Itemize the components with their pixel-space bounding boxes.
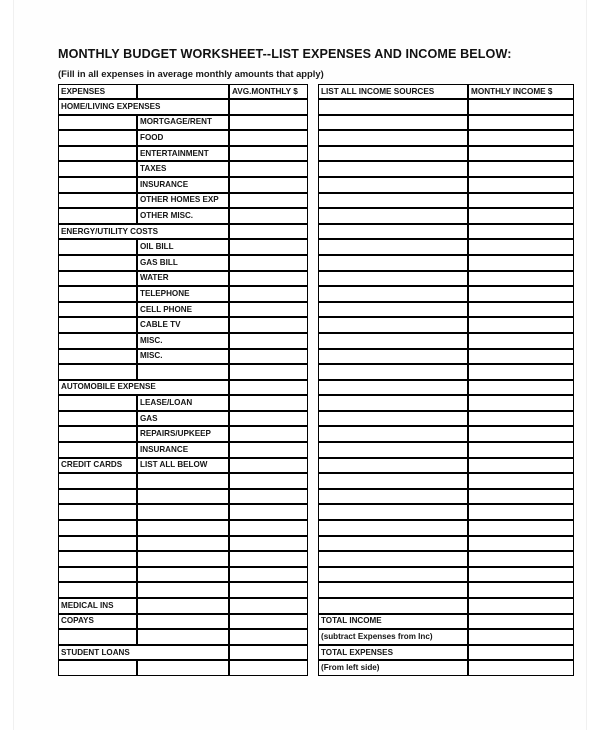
income-amount-cell[interactable] — [468, 380, 574, 396]
income-source-cell[interactable] — [318, 489, 468, 505]
expense-category-cell[interactable] — [58, 567, 137, 583]
table-row — [58, 349, 308, 365]
income-source-cell[interactable] — [318, 255, 468, 271]
expense-amount-cell[interactable] — [229, 660, 308, 676]
income-amount-cell[interactable] — [468, 255, 574, 271]
income-amount-cell[interactable] — [468, 473, 574, 489]
table-row — [58, 598, 308, 614]
table-row — [58, 380, 308, 396]
table-row — [318, 411, 574, 427]
income-source-cell[interactable] — [318, 504, 468, 520]
table-row — [58, 614, 308, 630]
expense-category-cell[interactable] — [58, 115, 137, 131]
table-row — [58, 489, 308, 505]
expense-item-cell[interactable]: INSURANCE — [137, 177, 229, 193]
expense-amount-cell[interactable] — [229, 582, 308, 598]
income-source-cell[interactable] — [318, 411, 468, 427]
expense-item-cell[interactable]: FOOD — [137, 130, 229, 146]
income-source-cell[interactable] — [318, 333, 468, 349]
expense-amount-cell[interactable] — [229, 271, 308, 287]
expense-category-cell[interactable] — [58, 239, 137, 255]
expense-category-cell[interactable] — [58, 504, 137, 520]
expense-amount-cell[interactable] — [229, 130, 308, 146]
expense-item-cell[interactable]: WATER — [137, 271, 229, 287]
expense-category-cell[interactable] — [58, 489, 137, 505]
expense-category-cell[interactable] — [58, 395, 137, 411]
expense-item-cell[interactable] — [137, 567, 229, 583]
table-row — [58, 99, 308, 115]
income-source-cell[interactable] — [318, 130, 468, 146]
expense-amount-cell[interactable] — [229, 302, 308, 318]
table-row — [318, 130, 574, 146]
expense-category-cell[interactable] — [58, 473, 137, 489]
income-amount-cell[interactable] — [468, 551, 574, 567]
income-source-cell[interactable] — [318, 567, 468, 583]
income-source-cell[interactable] — [318, 598, 468, 614]
expense-amount-cell[interactable] — [229, 567, 308, 583]
income-source-cell[interactable] — [318, 271, 468, 287]
income-column-header: LIST ALL INCOME SOURCES — [318, 84, 468, 99]
income-amount-cell[interactable] — [468, 504, 574, 520]
income-source-cell[interactable]: TOTAL INCOME — [318, 614, 468, 630]
expense-item-cell[interactable] — [137, 582, 229, 598]
expense-category-cell[interactable] — [58, 193, 137, 209]
expense-item-cell[interactable]: TELEPHONE — [137, 286, 229, 302]
income-source-cell[interactable] — [318, 224, 468, 240]
expense-amount-cell[interactable] — [229, 426, 308, 442]
table-row — [318, 364, 574, 380]
income-source-cell[interactable] — [318, 208, 468, 224]
expense-amount-cell[interactable] — [229, 193, 308, 209]
expense-category-cell[interactable] — [58, 582, 137, 598]
expense-section-label: STUDENT LOANS — [58, 645, 229, 661]
income-amount-cell[interactable] — [468, 302, 574, 318]
income-source-cell[interactable] — [318, 458, 468, 474]
table-row — [318, 489, 574, 505]
table-row — [318, 286, 574, 302]
income-amount-cell[interactable] — [468, 161, 574, 177]
income-amount-cell[interactable] — [468, 536, 574, 552]
table-row — [318, 536, 574, 552]
table-row — [318, 99, 574, 115]
table-row — [318, 442, 574, 458]
table-row — [58, 193, 308, 209]
table-row — [58, 520, 308, 536]
expense-item-cell[interactable] — [137, 660, 229, 676]
table-row — [318, 614, 574, 630]
expense-amount-cell[interactable] — [229, 333, 308, 349]
table-row — [58, 271, 308, 287]
table-row — [58, 333, 308, 349]
income-source-cell[interactable] — [318, 239, 468, 255]
expense-amount-cell[interactable] — [229, 177, 308, 193]
table-row — [318, 193, 574, 209]
expense-item-cell[interactable]: OTHER HOMES EXP — [137, 193, 229, 209]
expense-item-cell[interactable]: GAS — [137, 411, 229, 427]
expense-amount-cell[interactable] — [229, 115, 308, 131]
expense-item-cell[interactable]: GAS BILL — [137, 255, 229, 271]
expense-amount-cell[interactable] — [229, 99, 308, 115]
table-row — [58, 411, 308, 427]
income-source-cell[interactable] — [318, 177, 468, 193]
income-source-cell[interactable] — [318, 380, 468, 396]
table-row — [58, 255, 308, 271]
expense-category-cell[interactable] — [58, 349, 137, 365]
income-header-row — [318, 84, 574, 99]
expense-category-cell[interactable] — [58, 146, 137, 162]
expense-amount-cell[interactable] — [229, 473, 308, 489]
income-source-cell[interactable] — [318, 442, 468, 458]
income-source-cell[interactable] — [318, 161, 468, 177]
expense-category-cell[interactable] — [58, 208, 137, 224]
document-page — [13, 0, 587, 730]
income-amount-cell[interactable] — [468, 660, 574, 676]
income-amount-cell[interactable] — [468, 614, 574, 630]
expense-category-cell[interactable] — [58, 364, 137, 380]
income-source-cell[interactable]: (From left side) — [318, 660, 468, 676]
income-source-cell[interactable] — [318, 473, 468, 489]
table-row — [58, 146, 308, 162]
expense-amount-cell[interactable] — [229, 146, 308, 162]
income-amount-cell[interactable] — [468, 130, 574, 146]
expense-category-cell[interactable] — [58, 317, 137, 333]
expense-category-cell[interactable] — [58, 333, 137, 349]
expense-category-cell[interactable] — [58, 442, 137, 458]
expense-category-cell[interactable] — [58, 130, 137, 146]
table-row — [318, 473, 574, 489]
expense-amount-cell[interactable] — [229, 317, 308, 333]
expense-amount-cell[interactable] — [229, 411, 308, 427]
income-amount-cell[interactable] — [468, 99, 574, 115]
expenses-column-header: EXPENSES — [58, 84, 137, 99]
expense-item-cell[interactable] — [137, 520, 229, 536]
expense-amount-cell[interactable] — [229, 504, 308, 520]
expenses-column-header: AVG.MONTHLY $ — [229, 84, 308, 99]
income-amount-cell[interactable] — [468, 458, 574, 474]
expense-item-cell[interactable]: OTHER MISC. — [137, 208, 229, 224]
expense-item-cell[interactable] — [137, 364, 229, 380]
expense-item-cell[interactable] — [137, 489, 229, 505]
table-row — [58, 130, 308, 146]
table-row — [318, 458, 574, 474]
income-amount-cell[interactable] — [468, 489, 574, 505]
income-table — [318, 84, 574, 676]
table-row — [318, 629, 574, 645]
table-row — [318, 598, 574, 614]
expense-item-cell[interactable]: REPAIRS/UPKEEP — [137, 426, 229, 442]
table-row — [318, 224, 574, 240]
income-amount-cell[interactable] — [468, 146, 574, 162]
expense-amount-cell[interactable] — [229, 442, 308, 458]
table-row — [318, 271, 574, 287]
table-row — [318, 146, 574, 162]
table-row — [318, 302, 574, 318]
income-amount-cell[interactable] — [468, 286, 574, 302]
table-row — [58, 536, 308, 552]
expense-category-cell[interactable] — [58, 520, 137, 536]
table-row — [318, 115, 574, 131]
table-row — [318, 255, 574, 271]
income-source-cell[interactable] — [318, 349, 468, 365]
expense-amount-cell[interactable] — [229, 349, 308, 365]
table-row — [58, 458, 308, 474]
income-source-cell[interactable] — [318, 115, 468, 131]
income-amount-cell[interactable] — [468, 193, 574, 209]
budget-worksheet — [58, 47, 574, 676]
expense-section-label: AUTOMOBILE EXPENSE — [58, 380, 229, 396]
income-amount-cell[interactable] — [468, 426, 574, 442]
income-table-body — [318, 84, 574, 676]
table-row — [58, 645, 308, 661]
expense-item-cell[interactable]: CELL PHONE — [137, 302, 229, 318]
expense-amount-cell[interactable] — [229, 489, 308, 505]
income-amount-cell[interactable] — [468, 629, 574, 645]
table-row — [58, 224, 308, 240]
table-row — [318, 395, 574, 411]
income-source-cell[interactable]: (subtract Expenses from Inc) — [318, 629, 468, 645]
expense-amount-cell[interactable] — [229, 551, 308, 567]
table-row — [318, 208, 574, 224]
expense-item-cell[interactable]: LIST ALL BELOW — [137, 458, 229, 474]
income-amount-cell[interactable] — [468, 442, 574, 458]
income-amount-cell[interactable] — [468, 395, 574, 411]
income-amount-cell[interactable] — [468, 598, 574, 614]
expense-category-cell[interactable] — [58, 536, 137, 552]
table-row — [58, 115, 308, 131]
table-row — [58, 473, 308, 489]
table-row — [318, 380, 574, 396]
expense-item-cell[interactable]: CABLE TV — [137, 317, 229, 333]
expense-amount-cell[interactable] — [229, 598, 308, 614]
expense-item-cell[interactable] — [137, 536, 229, 552]
income-source-cell[interactable] — [318, 364, 468, 380]
income-amount-cell[interactable] — [468, 520, 574, 536]
expense-category-cell[interactable] — [58, 177, 137, 193]
page-title: MONTHLY BUDGET WORKSHEET--LIST EXPENSES AND INCOME BELOW: — [58, 47, 512, 61]
table-row — [58, 177, 308, 193]
income-source-cell[interactable] — [318, 426, 468, 442]
income-amount-cell[interactable] — [468, 208, 574, 224]
table-row — [318, 426, 574, 442]
table-row — [58, 567, 308, 583]
expense-section-label: ENERGY/UTILITY COSTS — [58, 224, 229, 240]
expense-amount-cell[interactable] — [229, 536, 308, 552]
table-row — [58, 161, 308, 177]
expense-item-cell[interactable]: OIL BILL — [137, 239, 229, 255]
income-amount-cell[interactable] — [468, 224, 574, 240]
expense-amount-cell[interactable] — [229, 286, 308, 302]
expense-amount-cell[interactable] — [229, 161, 308, 177]
expense-item-cell[interactable]: INSURANCE — [137, 442, 229, 458]
expense-amount-cell[interactable] — [229, 255, 308, 271]
table-row — [318, 333, 574, 349]
expense-item-cell[interactable] — [137, 614, 229, 630]
expense-amount-cell[interactable] — [229, 645, 308, 661]
table-row — [58, 395, 308, 411]
table-row — [318, 161, 574, 177]
page-instruction: (Fill in all expenses in average monthly amounts that apply) — [58, 68, 324, 79]
expense-item-cell[interactable]: ENTERTAINMENT — [137, 146, 229, 162]
expense-item-cell[interactable] — [137, 629, 229, 645]
income-source-cell[interactable]: TOTAL EXPENSES — [318, 645, 468, 661]
income-source-cell[interactable] — [318, 286, 468, 302]
table-row — [58, 208, 308, 224]
income-source-cell[interactable] — [318, 302, 468, 318]
expenses-column-header — [137, 84, 229, 99]
income-source-cell[interactable] — [318, 536, 468, 552]
expense-amount-cell[interactable] — [229, 224, 308, 240]
expense-item-cell[interactable]: TAXES — [137, 161, 229, 177]
income-amount-cell[interactable] — [468, 411, 574, 427]
expense-category-cell[interactable] — [58, 551, 137, 567]
expense-category-cell[interactable] — [58, 411, 137, 427]
expense-category-cell[interactable] — [58, 271, 137, 287]
table-row — [58, 442, 308, 458]
table-row — [58, 286, 308, 302]
income-amount-cell[interactable] — [468, 317, 574, 333]
table-row — [318, 239, 574, 255]
expenses-header-row — [58, 84, 308, 99]
table-row — [318, 660, 574, 676]
table-row — [58, 426, 308, 442]
expense-category-cell[interactable]: MEDICAL INS — [58, 598, 137, 614]
table-row — [318, 317, 574, 333]
expense-section-label: HOME/LIVING EXPENSES — [58, 99, 229, 115]
income-amount-cell[interactable] — [468, 567, 574, 583]
table-row — [58, 317, 308, 333]
expense-amount-cell[interactable] — [229, 364, 308, 380]
expense-category-cell[interactable] — [58, 286, 137, 302]
expense-category-cell[interactable] — [58, 161, 137, 177]
expense-category-cell[interactable]: COPAYS — [58, 614, 137, 630]
table-row — [318, 349, 574, 365]
income-amount-cell[interactable] — [468, 239, 574, 255]
income-amount-cell[interactable] — [468, 333, 574, 349]
expenses-table — [58, 84, 308, 676]
table-row — [58, 302, 308, 318]
income-source-cell[interactable] — [318, 317, 468, 333]
expenses-table-body — [58, 84, 308, 676]
table-row — [318, 551, 574, 567]
expense-amount-cell[interactable] — [229, 208, 308, 224]
income-amount-cell[interactable] — [468, 349, 574, 365]
expense-category-cell[interactable] — [58, 629, 137, 645]
income-amount-cell[interactable] — [468, 582, 574, 598]
income-source-cell[interactable] — [318, 193, 468, 209]
expense-amount-cell[interactable] — [229, 614, 308, 630]
table-row — [58, 551, 308, 567]
expense-amount-cell[interactable] — [229, 380, 308, 396]
expense-item-cell[interactable] — [137, 551, 229, 567]
expense-amount-cell[interactable] — [229, 629, 308, 645]
expense-amount-cell[interactable] — [229, 395, 308, 411]
income-source-cell[interactable] — [318, 395, 468, 411]
income-source-cell[interactable] — [318, 99, 468, 115]
expense-amount-cell[interactable] — [229, 239, 308, 255]
income-amount-cell[interactable] — [468, 115, 574, 131]
table-row — [58, 364, 308, 380]
table-row — [58, 504, 308, 520]
income-amount-cell[interactable] — [468, 364, 574, 380]
expense-category-cell[interactable]: CREDIT CARDS — [58, 458, 137, 474]
expense-amount-cell[interactable] — [229, 458, 308, 474]
income-source-cell[interactable] — [318, 520, 468, 536]
income-source-cell[interactable] — [318, 582, 468, 598]
table-row — [58, 582, 308, 598]
expense-category-cell[interactable] — [58, 426, 137, 442]
table-row — [318, 504, 574, 520]
expense-item-cell[interactable]: MORTGAGE/RENT — [137, 115, 229, 131]
table-row — [58, 629, 308, 645]
income-amount-cell[interactable] — [468, 177, 574, 193]
worksheet-tables — [58, 84, 574, 676]
income-amount-cell[interactable] — [468, 645, 574, 661]
table-row — [318, 645, 574, 661]
table-row — [318, 582, 574, 598]
expense-amount-cell[interactable] — [229, 520, 308, 536]
expense-item-cell[interactable]: MISC. — [137, 333, 229, 349]
expense-item-cell[interactable] — [137, 473, 229, 489]
income-column-header: MONTHLY INCOME $ — [468, 84, 574, 99]
income-amount-cell[interactable] — [468, 271, 574, 287]
table-row — [58, 660, 308, 676]
table-row — [318, 177, 574, 193]
income-source-cell[interactable] — [318, 146, 468, 162]
table-row — [58, 239, 308, 255]
expense-category-cell[interactable] — [58, 302, 137, 318]
expense-category-cell[interactable] — [58, 255, 137, 271]
expense-item-cell[interactable]: MISC. — [137, 349, 229, 365]
expense-category-cell[interactable] — [58, 660, 137, 676]
expense-item-cell[interactable] — [137, 598, 229, 614]
expense-item-cell[interactable] — [137, 504, 229, 520]
table-row — [318, 520, 574, 536]
table-row — [318, 567, 574, 583]
income-source-cell[interactable] — [318, 551, 468, 567]
expense-item-cell[interactable]: LEASE/LOAN — [137, 395, 229, 411]
